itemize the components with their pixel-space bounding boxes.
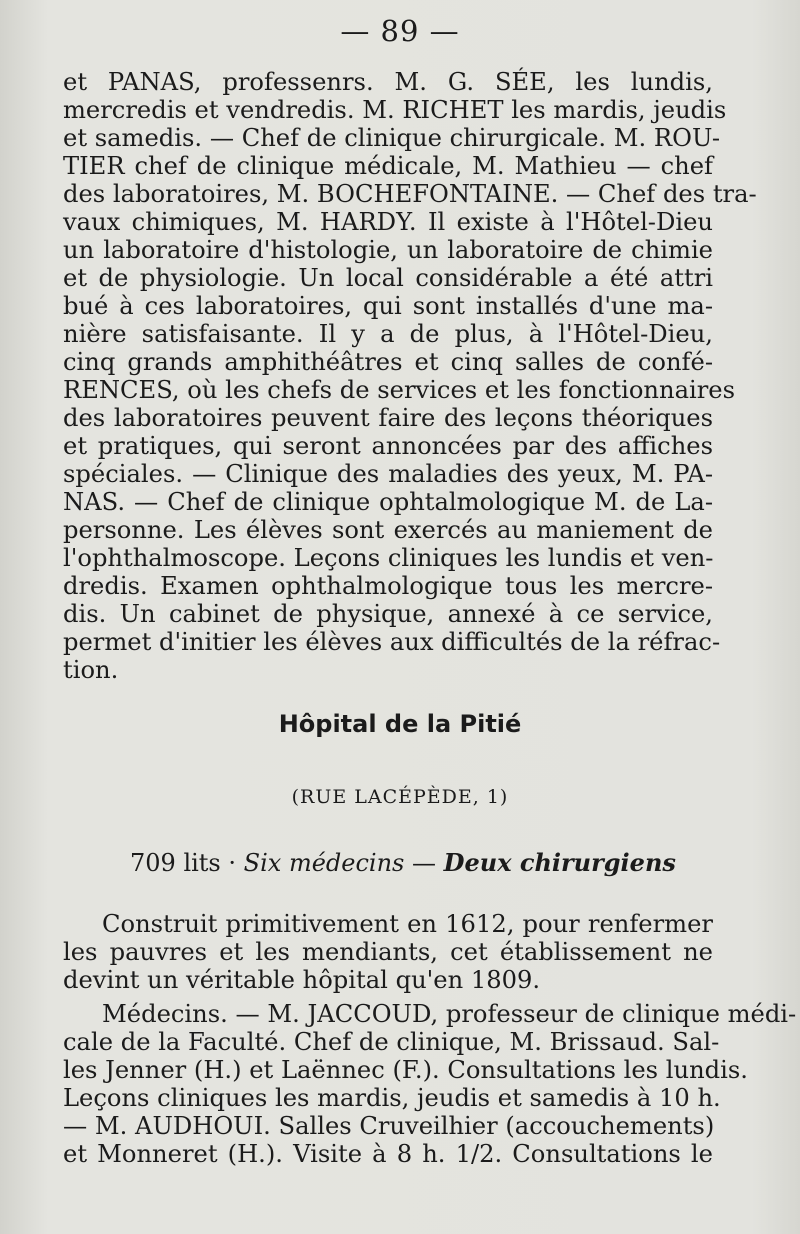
section-address: (RUE LACÉPÈDE, 1) [291, 786, 509, 808]
body-line: RENCES, où les chefs de services et les fonctionnaires [63, 376, 736, 404]
separator-dash: — [412, 849, 437, 877]
body-line: et de physiologie. Un local considérable a été attri [63, 264, 713, 292]
body-line: et PANAS, professenrs. M. G. SÉE, les lundis, [63, 68, 713, 96]
body-line: personne. Les élèves sont exercés au maniement de [63, 516, 713, 544]
body-line: un laboratoire d'histologie, un laboratoire de chimie [63, 236, 713, 264]
medecins-line: Leçons cliniques les mardis, jeudis et samedis à 10 h. [63, 1084, 721, 1112]
history-line: devint un véritable hôpital qu'en 1809. [63, 966, 541, 994]
medecins-line: cale de la Faculté. Chef de clinique, M. Brissaud. Sal- [63, 1028, 720, 1056]
separator-dot: · [228, 849, 237, 877]
body-line: nière satisfaisante. Il y a de plus, à l'Hôtel-Dieu, [63, 320, 713, 348]
page-number: — 89 — [340, 14, 460, 48]
body-line: vaux chimiques, M. HARDY. Il existe à l'Hôtel-Dieu [63, 208, 713, 236]
body-line: dis. Un cabinet de physique, annexé à ce service, [63, 600, 713, 628]
capacity-line [130, 848, 676, 877]
beds-count: 709 lits [130, 849, 221, 877]
body-line: TIER chef de clinique médicale, M. Mathieu — chef [63, 152, 713, 180]
body-line: NAS. — Chef de clinique ophtalmologique M. de La- [63, 488, 713, 516]
medecins-line: Médecins. — M. JACCOUD, professeur de clinique médi- [102, 1000, 797, 1028]
surgeons-count: Deux chirurgiens [443, 848, 676, 877]
medecins-line: — M. AUDHOUI. Salles Cruveilhier (accouchements) [63, 1112, 715, 1140]
physicians-count: Six médecins [243, 849, 405, 877]
medecins-line: les Jenner (H.) et Laënnec (F.). Consultations les lundis. [63, 1056, 748, 1084]
body-line: des laboratoires peuvent faire des leçons théoriques [63, 404, 713, 432]
body-line: mercredis et vendredis. M. RICHET les mardis, jeudis [63, 96, 727, 124]
body-line: permet d'initier les élèves aux difficultés de la réfrac- [63, 628, 721, 656]
history-line: les pauvres et les mendiants, cet établissement ne [63, 938, 713, 966]
body-line: cinq grands amphithéâtres et cinq salles de confé- [63, 348, 713, 376]
medecins-line: et Monneret (H.). Visite à 8 h. 1/2. Consultations le [63, 1140, 713, 1168]
section-title: Hôpital de la Pitié [278, 710, 522, 738]
body-line: tion. [63, 656, 119, 684]
body-line: l'ophthalmoscope. Leçons cliniques les lundis et ven- [63, 544, 714, 572]
body-line: spéciales. — Clinique des maladies des yeux, M. PA- [63, 460, 713, 488]
body-line: des laboratoires, M. BOCHEFONTAINE. — Chef des tra- [63, 180, 757, 208]
body-line: dredis. Examen ophthalmologique tous les mercre- [63, 572, 713, 600]
history-line: Construit primitivement en 1612, pour renfermer [102, 910, 713, 938]
body-line: et pratiques, qui seront annoncées par des affiches [63, 432, 713, 460]
body-line: bué à ces laboratoires, qui sont installés d'une ma- [63, 292, 713, 320]
body-line: et samedis. — Chef de clinique chirurgicale. M. ROU- [63, 124, 721, 152]
